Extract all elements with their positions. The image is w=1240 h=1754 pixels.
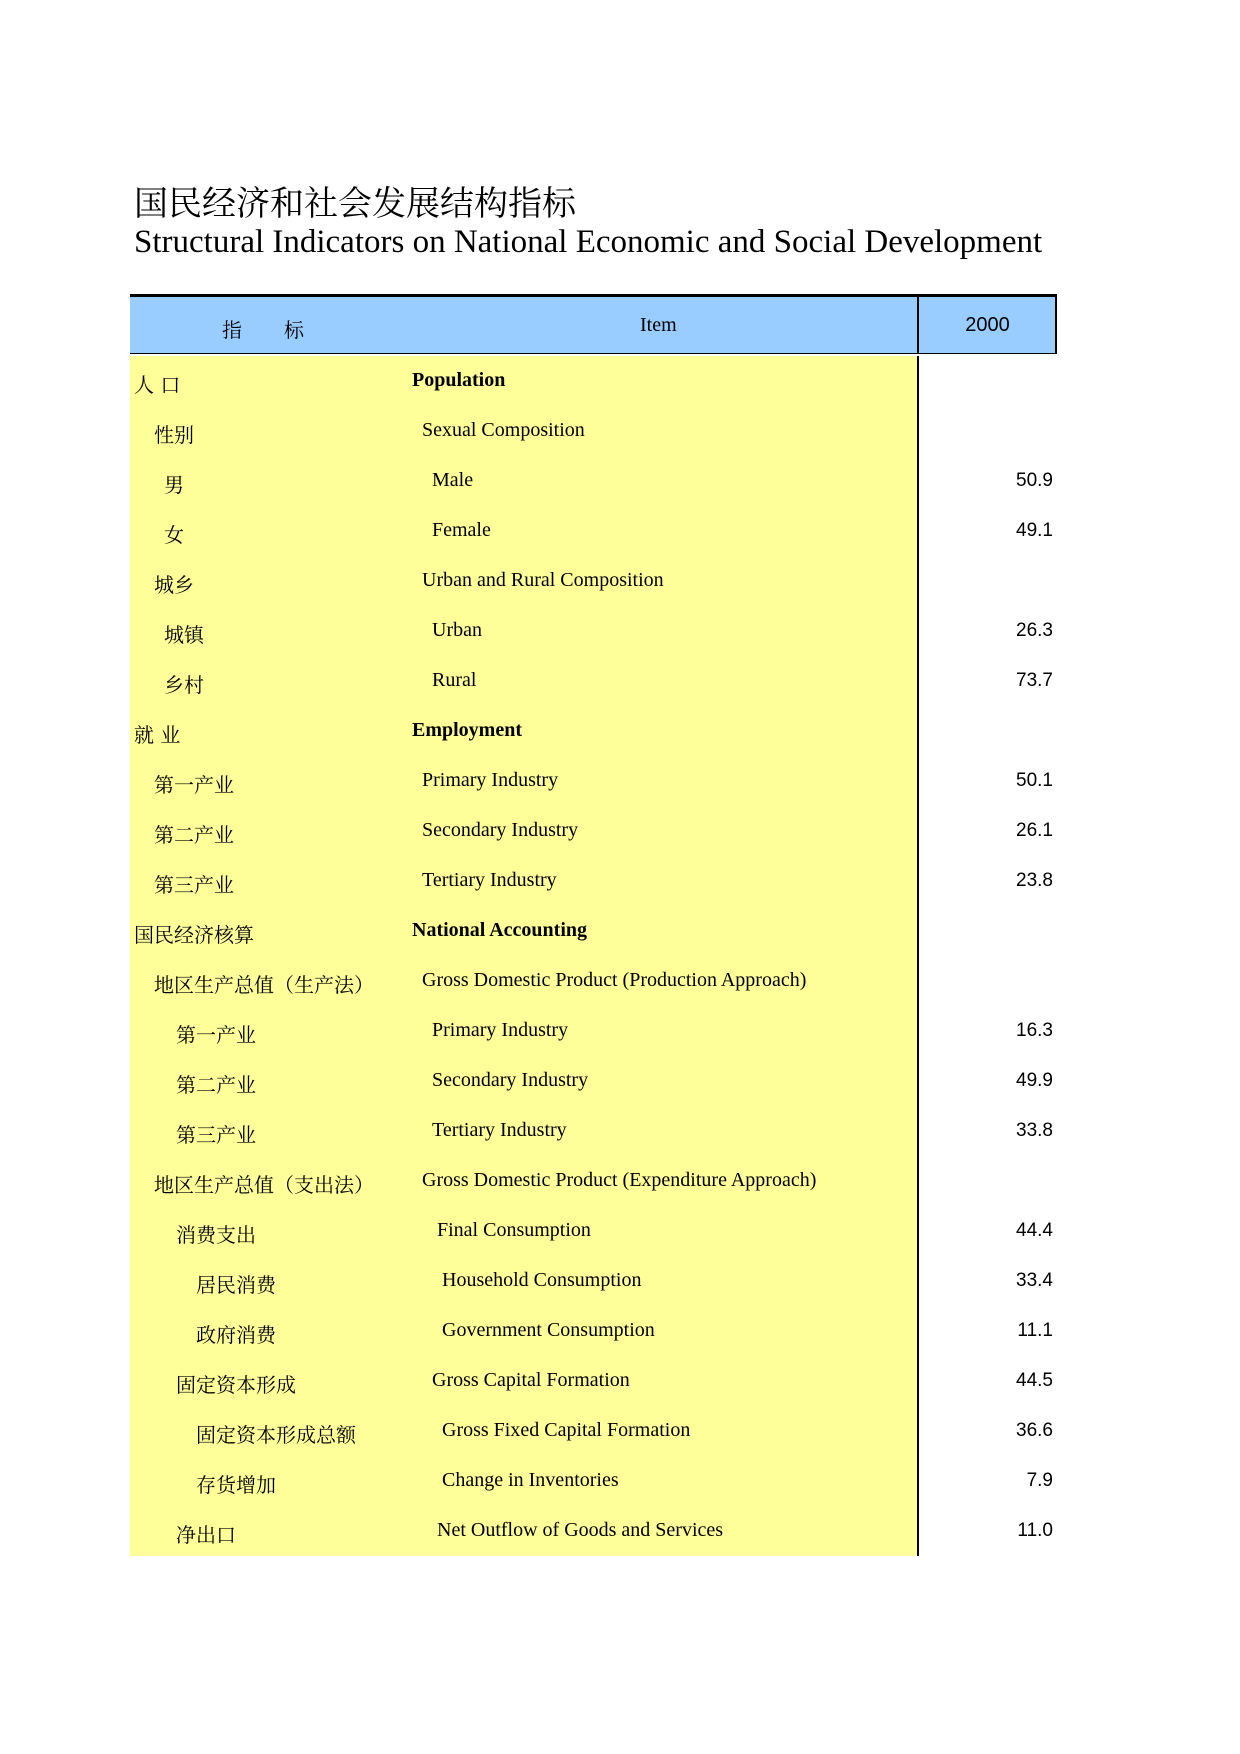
row-value: 50.9 [1016,470,1053,491]
row-label-en: Urban [432,619,482,641]
column-divider [917,356,919,406]
row-label-en: Rural [432,669,477,691]
row-label-en: Secondary Industry [432,1069,589,1091]
row-label-cn: 消费支出 [176,1223,256,1247]
table-row [130,1356,1057,1406]
row-value: 49.1 [1016,520,1053,541]
table-row [130,1106,1057,1156]
column-divider [917,506,919,556]
row-highlight [130,506,918,556]
column-divider [917,556,919,606]
column-divider [917,1506,919,1556]
table-row [130,556,1057,606]
column-divider [917,706,919,756]
row-label-cn: 固定资本形成 [176,1373,296,1397]
table-row [130,1406,1057,1456]
row-value: 26.1 [1016,820,1053,841]
table-row [130,756,1057,806]
row-highlight [130,656,918,706]
row-label-cn: 男 [164,473,184,497]
column-divider [917,1006,919,1056]
row-label-cn: 地区生产总值（生产法） [154,973,374,997]
row-value: 7.9 [1026,1470,1053,1491]
table-row [130,506,1057,556]
column-divider [917,806,919,856]
column-divider [917,856,919,906]
table-row [130,1506,1057,1556]
row-value: 23.8 [1016,870,1053,891]
row-label-cn: 居民消费 [196,1273,276,1297]
table-row [130,656,1057,706]
row-label-cn: 第二产业 [176,1073,256,1097]
row-label-cn: 乡村 [164,673,204,697]
row-label-en: Final Consumption [437,1219,591,1241]
row-label-en: National Accounting [412,919,588,941]
row-label-cn: 第三产业 [176,1123,256,1147]
row-label-en: Net Outflow of Goods and Services [437,1519,724,1541]
column-divider [917,906,919,956]
row-label-en: Gross Fixed Capital Formation [442,1419,691,1441]
page-title-english: Structural Indicators on National Economic and Social Development [134,224,1043,260]
column-divider [917,1056,919,1106]
row-label-cn: 政府消费 [196,1323,276,1347]
table-row [130,956,1057,1006]
table-row [130,806,1057,856]
column-divider [917,1256,919,1306]
table-row [130,1156,1057,1206]
row-value: 16.3 [1016,1020,1053,1041]
row-label-cn: 第一产业 [176,1023,256,1047]
row-value: 26.3 [1016,620,1053,641]
row-label-en: Female [432,519,491,541]
column-divider [917,606,919,656]
table-header [130,294,1057,354]
row-label-en: Gross Capital Formation [432,1369,630,1391]
header-indicator-cn: 指标 [222,318,346,342]
column-divider [917,1206,919,1256]
row-label-en: Primary Industry [422,769,559,791]
table-row [130,1306,1057,1356]
row-label-cn: 第一产业 [154,773,234,797]
row-label-cn: 国民经济核算 [134,923,254,947]
row-label-cn: 第三产业 [154,873,234,897]
column-divider [917,1356,919,1406]
row-value: 33.4 [1016,1270,1053,1291]
row-label-cn: 就 业 [134,723,181,747]
row-highlight [130,706,918,756]
table-row [130,406,1057,456]
row-label-en: Employment [412,719,522,741]
header-year: 2000 [965,314,1010,336]
column-divider [917,1456,919,1506]
column-divider [917,756,919,806]
row-value: 49.9 [1016,1070,1053,1091]
column-divider [917,1156,919,1206]
row-label-cn: 人 口 [134,373,181,397]
row-label-en: Urban and Rural Composition [422,569,664,591]
table-row [130,856,1057,906]
table-row [130,1256,1057,1306]
row-label-cn: 城镇 [164,623,204,647]
table-row [130,1006,1057,1056]
table-row [130,356,1057,406]
table-row [130,706,1057,756]
row-label-cn: 女 [164,523,184,547]
header-divider [917,297,919,353]
row-highlight [130,456,918,506]
column-divider [917,656,919,706]
row-label-en: Change in Inventories [442,1469,619,1491]
page-title-chinese: 国民经济和社会发展结构指标 [134,184,576,224]
table-row [130,1056,1057,1106]
row-label-en: Tertiary Industry [422,869,557,891]
row-label-cn: 地区生产总值（支出法） [154,1173,374,1197]
row-label-en: Gross Domestic Product (Expenditure Approach) [422,1169,817,1191]
row-label-en: Sexual Composition [422,419,585,441]
row-value: 44.4 [1016,1220,1053,1241]
row-label-cn: 固定资本形成总额 [196,1423,356,1447]
row-value: 44.5 [1016,1370,1053,1391]
row-value: 33.8 [1016,1120,1053,1141]
column-divider [917,456,919,506]
column-divider [917,956,919,1006]
row-label-cn: 第二产业 [154,823,234,847]
table-row [130,1206,1057,1256]
row-value: 50.1 [1016,770,1053,791]
row-label-cn: 净出口 [176,1523,236,1547]
row-highlight [130,356,918,406]
row-highlight [130,606,918,656]
table-body [130,354,1057,1556]
row-label-en: Household Consumption [442,1269,642,1291]
indicator-table [130,294,1057,1556]
row-label-cn: 存货增加 [196,1473,276,1497]
column-divider [917,406,919,456]
row-label-cn: 性别 [154,423,194,447]
table-row [130,1456,1057,1506]
row-label-en: Gross Domestic Product (Production Approach) [422,969,807,991]
row-label-cn: 城乡 [154,573,194,597]
row-label-en: Primary Industry [432,1019,569,1041]
table-row [130,456,1057,506]
column-divider [917,1306,919,1356]
row-value: 11.1 [1017,1320,1053,1341]
table-row [130,906,1057,956]
row-label-en: Male [432,469,474,491]
row-label-en: Tertiary Industry [432,1119,567,1141]
row-label-en: Secondary Industry [422,819,579,841]
header-item-en: Item [640,314,677,336]
table-row [130,606,1057,656]
row-label-en: Government Consumption [442,1319,655,1341]
column-divider [917,1406,919,1456]
column-divider [917,1106,919,1156]
row-value: 11.0 [1017,1520,1053,1541]
row-value: 73.7 [1016,670,1053,691]
row-value: 36.6 [1016,1420,1053,1441]
row-label-en: Population [412,369,506,391]
